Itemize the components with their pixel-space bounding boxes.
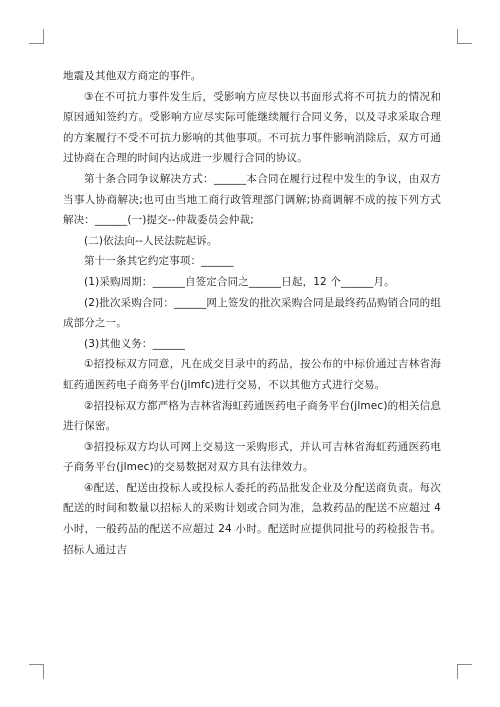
crop-mark-top-right — [457, 29, 472, 44]
document-body — [63, 66, 441, 560]
paragraph-obligation-1: ①招投标双方同意，凡在成交目录中的药品，按公布的中标价通过吉林省海虹药通医药电子商务平台(jlmfc)进行交易，不以其他方式进行交易。 — [63, 358, 441, 391]
paragraph-batch-contract: (2)批次采购合同：______网上签发的批次采购合同是最终药品购销合同的组成部分之一。 — [63, 296, 441, 330]
paragraph-article-10-dispute: 第十条合同争议解决方式：______本合同在履行过程中发生的争议，由双方当事人协商解决;也可由当地工商行政管理部门调解;协商调解不成的按下列方式解决：______(一)提交--仲裁委员会仲裁; — [63, 172, 441, 227]
paragraph-force-majeure-notice: ③在不可抗力事件发生后，受影响方应尽快以书面形式将不可抗力的情况和原因通知签约方。受影响方应尽实际可能继续履行合同义务，以及寻求采取合理的方案履行不受不可抗力影响的其他事项。不可抗力事件影响消除后，双方可通过协商在合理的时间内达成进一步履行合同的协议。 — [63, 90, 441, 165]
paragraph-article-11-heading: 第十一条其它约定事项：______ — [84, 255, 234, 268]
paragraph-procurement-cycle: (1)采购周期：______自签定合同之______日起，12 个______月。 — [84, 275, 395, 288]
paragraph-obligation-2: ②招投标双方都严格为吉林省海虹药通医药电子商务平台(jlmec)的相关信息进行保密。 — [63, 399, 441, 433]
crop-mark-bottom-right — [457, 664, 472, 679]
paragraph-court-option: (二)依法向--人民法院起诉。 — [84, 234, 218, 247]
paragraph-obligation-3: ③招投标双方均认可网上交易这一采购形式，并认可吉林省海虹药通医药电子商务平台(jlmec)的交易数据对双方具有法律效力。 — [63, 440, 441, 474]
paragraph-force-majeure-events-end: 地震及其他双方商定的事件。 — [63, 70, 202, 82]
crop-mark-top-left — [29, 29, 44, 44]
paragraph-other-obligations: (3)其他义务：______ — [84, 337, 185, 350]
crop-mark-bottom-left — [29, 664, 44, 679]
paragraph-obligation-4-delivery: ④配送，配送由投标人或投标人委托的药品批发企业及分配送商负责。每次配送的时间和数量以招标人的采购计划或合同为准，急救药品的配送不应超过 4 小时，一般药品的配送不应超过 24 小时。配送时应提供同批号的药检报告书。招标人通过吉 — [63, 481, 441, 556]
